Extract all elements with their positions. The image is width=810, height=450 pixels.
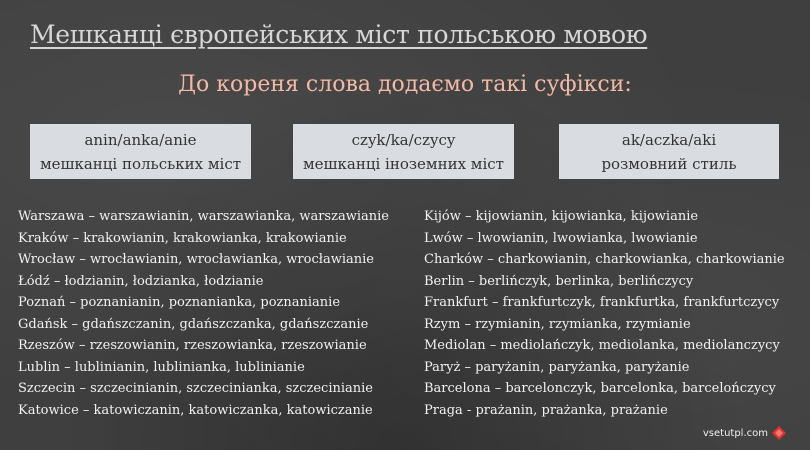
- page-title: Мешканці європейських міст польською мовою: [30, 20, 648, 49]
- list-item: Poznań – poznanianin, poznanianka, poznanianie: [18, 295, 341, 310]
- list-item: Mediolan – mediolańczyk, mediolanka, mediolanczycy: [424, 338, 780, 353]
- suffix-box-colloquial: [559, 124, 779, 179]
- list-item: Rzeszów – rzeszowianin, rzeszowianka, rzeszowianie: [18, 338, 367, 353]
- suffix-label: czyk/ka/czycy: [351, 130, 456, 149]
- list-item: Berlin – berlińczyk, berlinka, berlińczycy: [424, 273, 694, 289]
- list-item: Katowice – katowiczanin, katowiczanka, katowiczanie: [18, 402, 373, 418]
- list-item: Rzym – rzymianin, rzymianka, rzymianie: [424, 316, 691, 332]
- list-item: Kraków – krakowianin, krakowianka, krakowianie: [18, 230, 347, 246]
- list-item: Lwów – lwowianin, lwowianka, lwowianie: [424, 230, 698, 246]
- list-item: Charków – charkowianin, charkowianka, charkowianie: [424, 252, 785, 267]
- list-item: Gdańsk – gdańszczanin, gdańszczanka, gdańszczanie: [18, 316, 369, 332]
- suffix-caption: мешканці польських міст: [39, 154, 242, 173]
- list-item: Warszawa – warszawianin, warszawianka, warszawianie: [18, 209, 389, 224]
- list-item: Lublin – lublinianin, lublinianka, lublinianie: [18, 359, 305, 375]
- list-item: Barcelona – barcelonczyk, barcelonka, barcelończycy: [424, 381, 776, 396]
- brand-logo-icon: [772, 426, 786, 440]
- suffix-box-polish: [30, 124, 251, 179]
- suffix-box-foreign: [293, 124, 514, 179]
- suffix-caption: розмовний стиль: [601, 154, 737, 173]
- list-item: Kijów – kijowianin, kijowianka, kijowianie: [424, 209, 699, 224]
- brand-watermark: [703, 426, 786, 440]
- list-item: Praga - prażanin, prażanka, prażanie: [424, 402, 668, 418]
- list-item: Szczecin – szczecinianin, szczecinianka, szczecinianie: [18, 381, 373, 396]
- list-item: Frankfurt – frankfurtczyk, frankfurtka, frankfurtczycy: [424, 295, 780, 310]
- list-item: Paryż – paryżanin, paryżanka, paryżanie: [424, 359, 690, 375]
- list-item: Łódź – łodzianin, łodzianka, łodzianie: [18, 273, 264, 289]
- polish-cities-list: [18, 206, 389, 421]
- suffix-caption: мешканці іноземних міст: [303, 154, 504, 173]
- list-item: Wrocław – wrocławianin, wrocławianka, wrocławianie: [18, 252, 374, 267]
- suffix-label: anin/anka/anie: [84, 130, 197, 149]
- brand-text: vsetutpl.com: [702, 427, 768, 439]
- foreign-cities-list: [424, 206, 785, 421]
- suffix-label: ak/aczka/aki: [621, 130, 717, 149]
- subtitle: До кореня слова додаємо такі суфікси:: [178, 72, 632, 97]
